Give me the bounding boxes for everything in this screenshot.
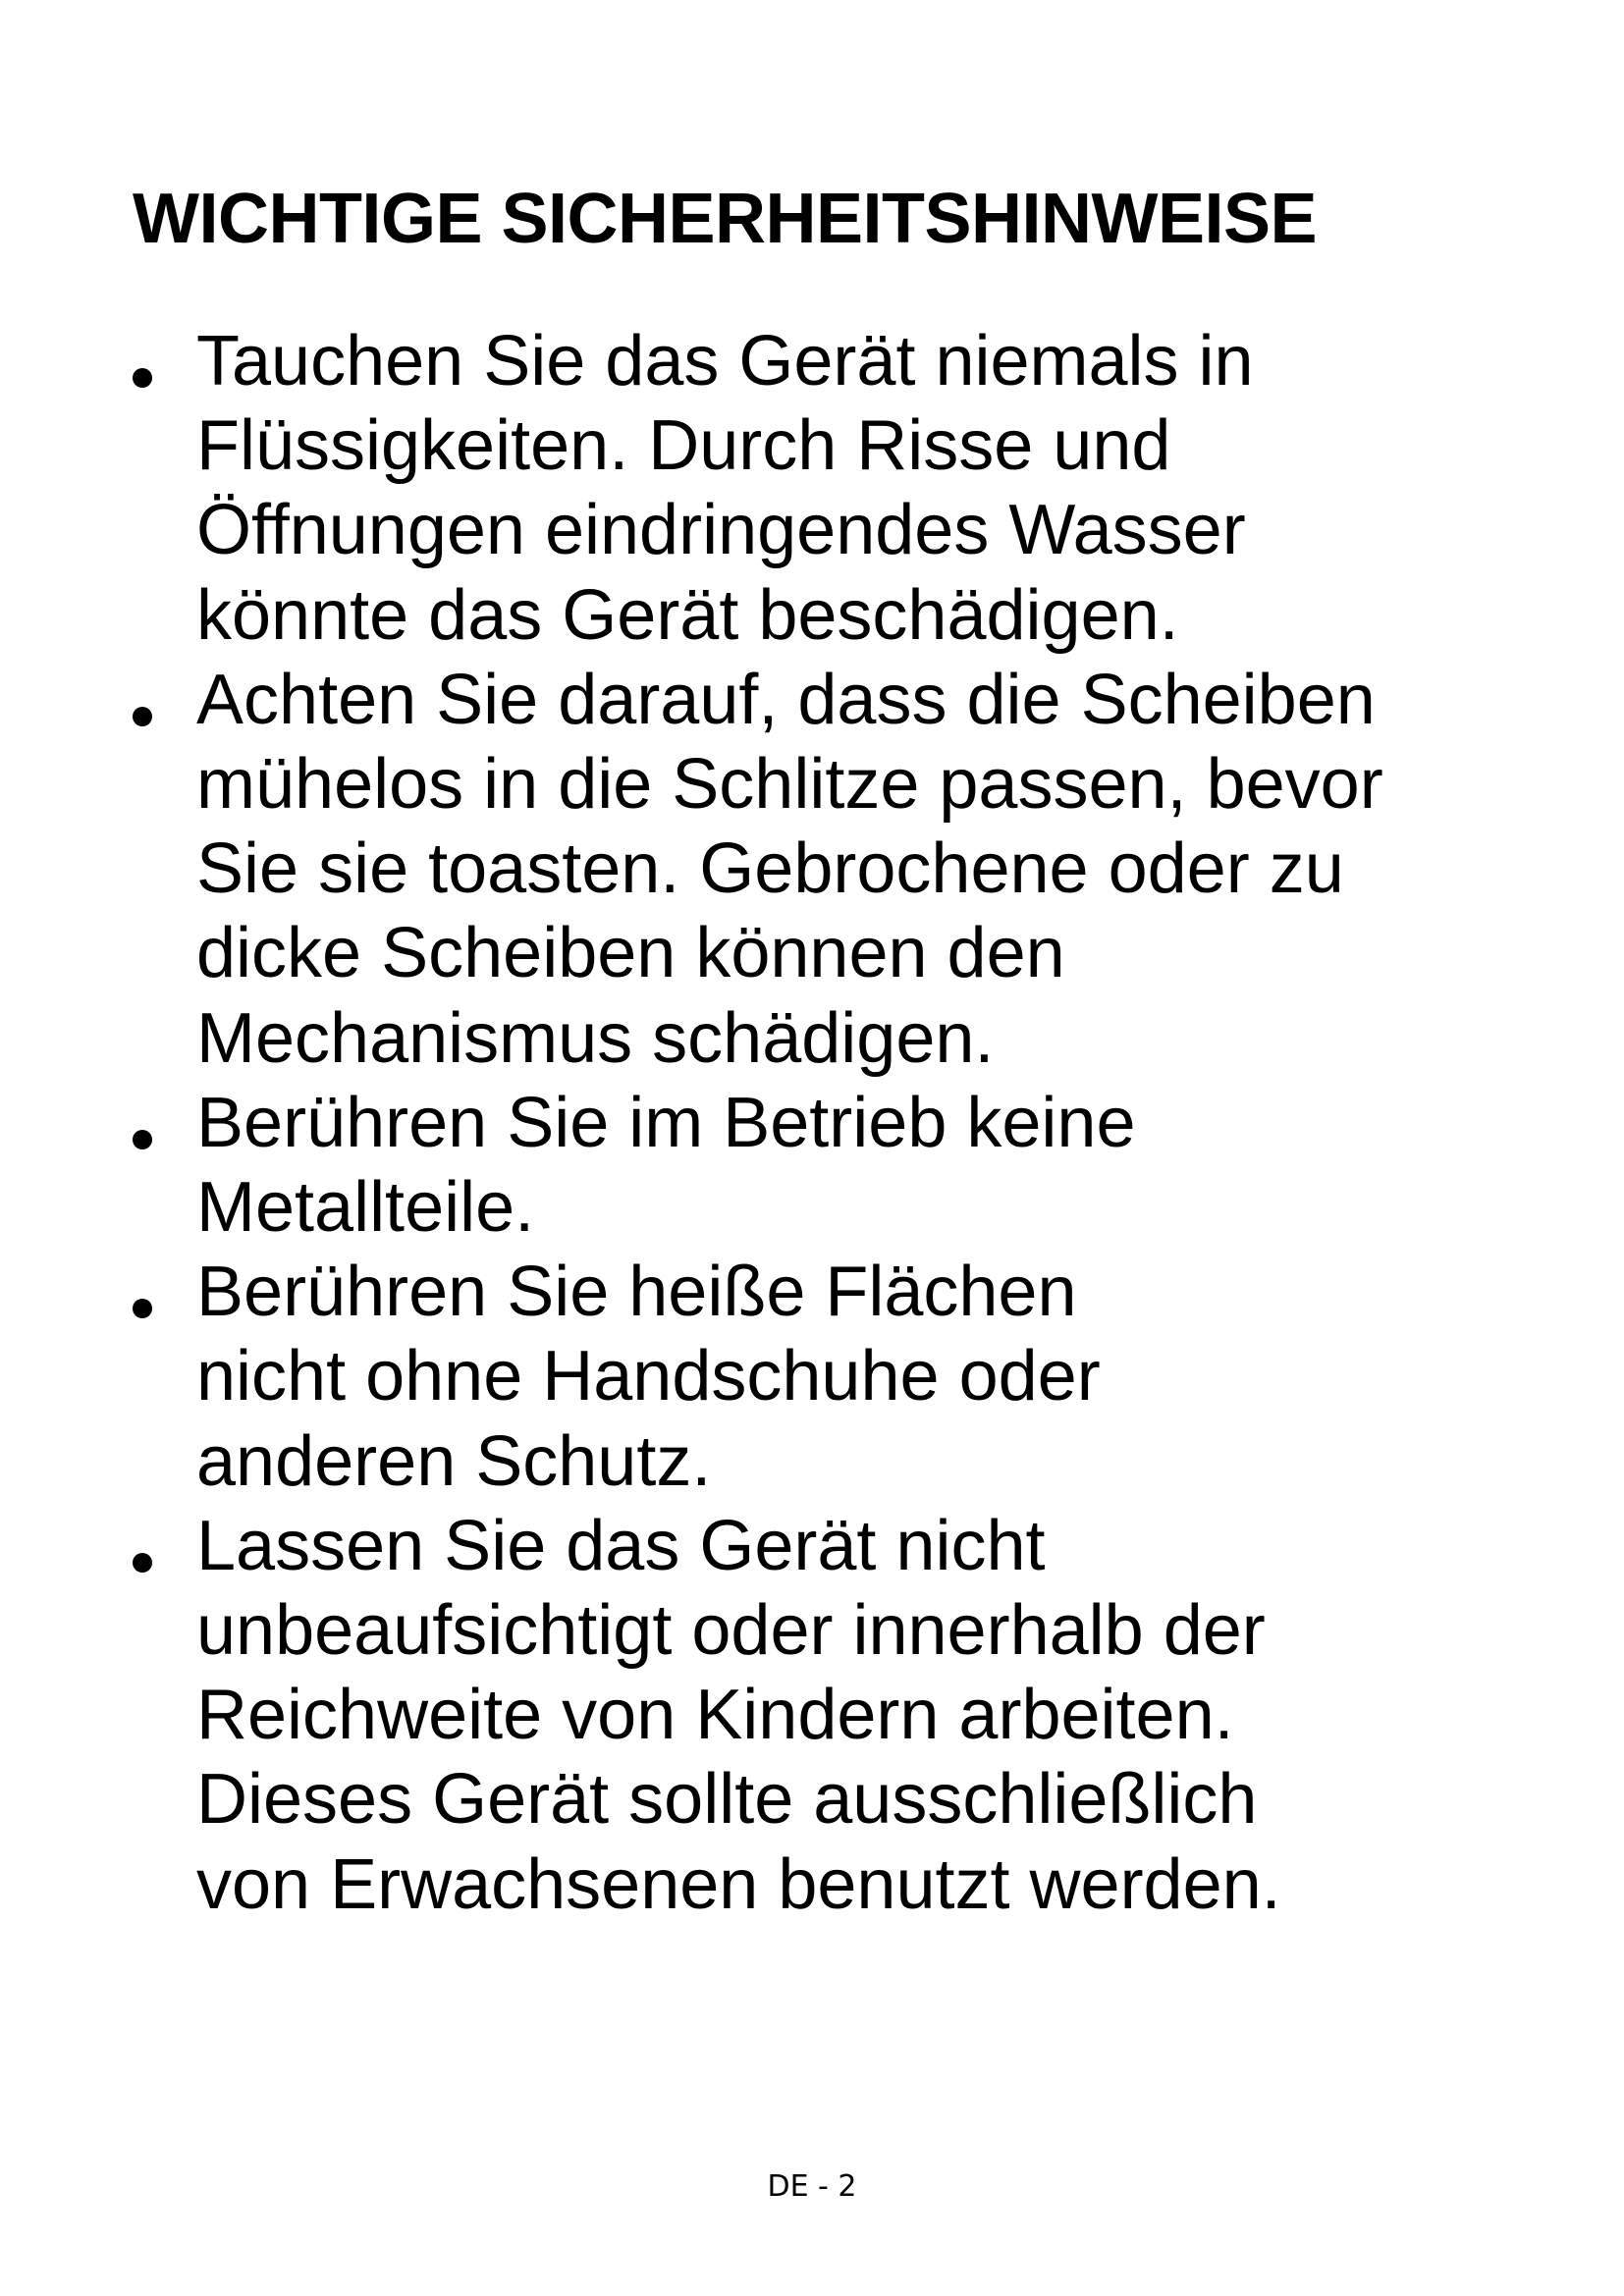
list-item xyxy=(0,658,1473,1081)
bullet-icon xyxy=(133,707,152,726)
bullet-icon xyxy=(133,1553,152,1573)
list-item xyxy=(0,1504,1473,1927)
list-item-line: von Erwachsenen benutzt werden. xyxy=(196,1844,1281,1924)
list-item-line: Dieses Gerät sollte ausschließlich xyxy=(196,1760,1258,1840)
list-item-line: Achten Sie darauf, dass die Scheiben xyxy=(196,660,1376,739)
list-item-line: unbeaufsichtigt oder innerhalb der xyxy=(196,1591,1266,1671)
list-item-line: Berühren Sie heiße Flächen xyxy=(196,1253,1077,1332)
bullet-icon xyxy=(133,368,152,388)
safety-instructions-list xyxy=(0,319,1473,1927)
list-item-line: Öffnungen eindringendes Wasser xyxy=(196,491,1246,570)
bullet-icon xyxy=(133,1299,152,1318)
list-item-line: Mechanismus schädigen. xyxy=(196,998,995,1078)
list-item-line: nicht ohne Handschuhe oder xyxy=(196,1337,1101,1416)
list-item-line: Metallteile. xyxy=(196,1168,535,1248)
list-item-line: mühelos in die Schlitze passen, bevor xyxy=(196,745,1383,825)
list-item-line: könnte das Gerät beschädigen. xyxy=(196,575,1179,655)
list-item xyxy=(0,1250,1473,1504)
list-item xyxy=(0,319,1473,658)
list-item-line: Flüssigkeiten. Durch Risse und xyxy=(196,406,1171,486)
bullet-icon xyxy=(133,1130,152,1149)
page-number: DE - 2 xyxy=(767,2169,857,2204)
list-item xyxy=(0,1081,1473,1250)
list-item-line: Sie sie toasten. Gebrochene oder zu xyxy=(196,829,1344,909)
list-item-line: anderen Schutz. xyxy=(196,1421,712,1501)
list-item-line: Berühren Sie im Betrieb keine xyxy=(196,1083,1136,1162)
list-item-line: dicke Scheiben können den xyxy=(196,914,1065,993)
list-item-line: Tauchen Sie das Gerät niemals in xyxy=(196,322,1254,400)
list-item-line: Reichweite von Kindern arbeiten. xyxy=(196,1676,1234,1755)
page-title: WICHTIGE SICHERHEITSHINWEISE xyxy=(133,180,1318,258)
list-item-line: Lassen Sie das Gerät nicht xyxy=(196,1506,1046,1585)
